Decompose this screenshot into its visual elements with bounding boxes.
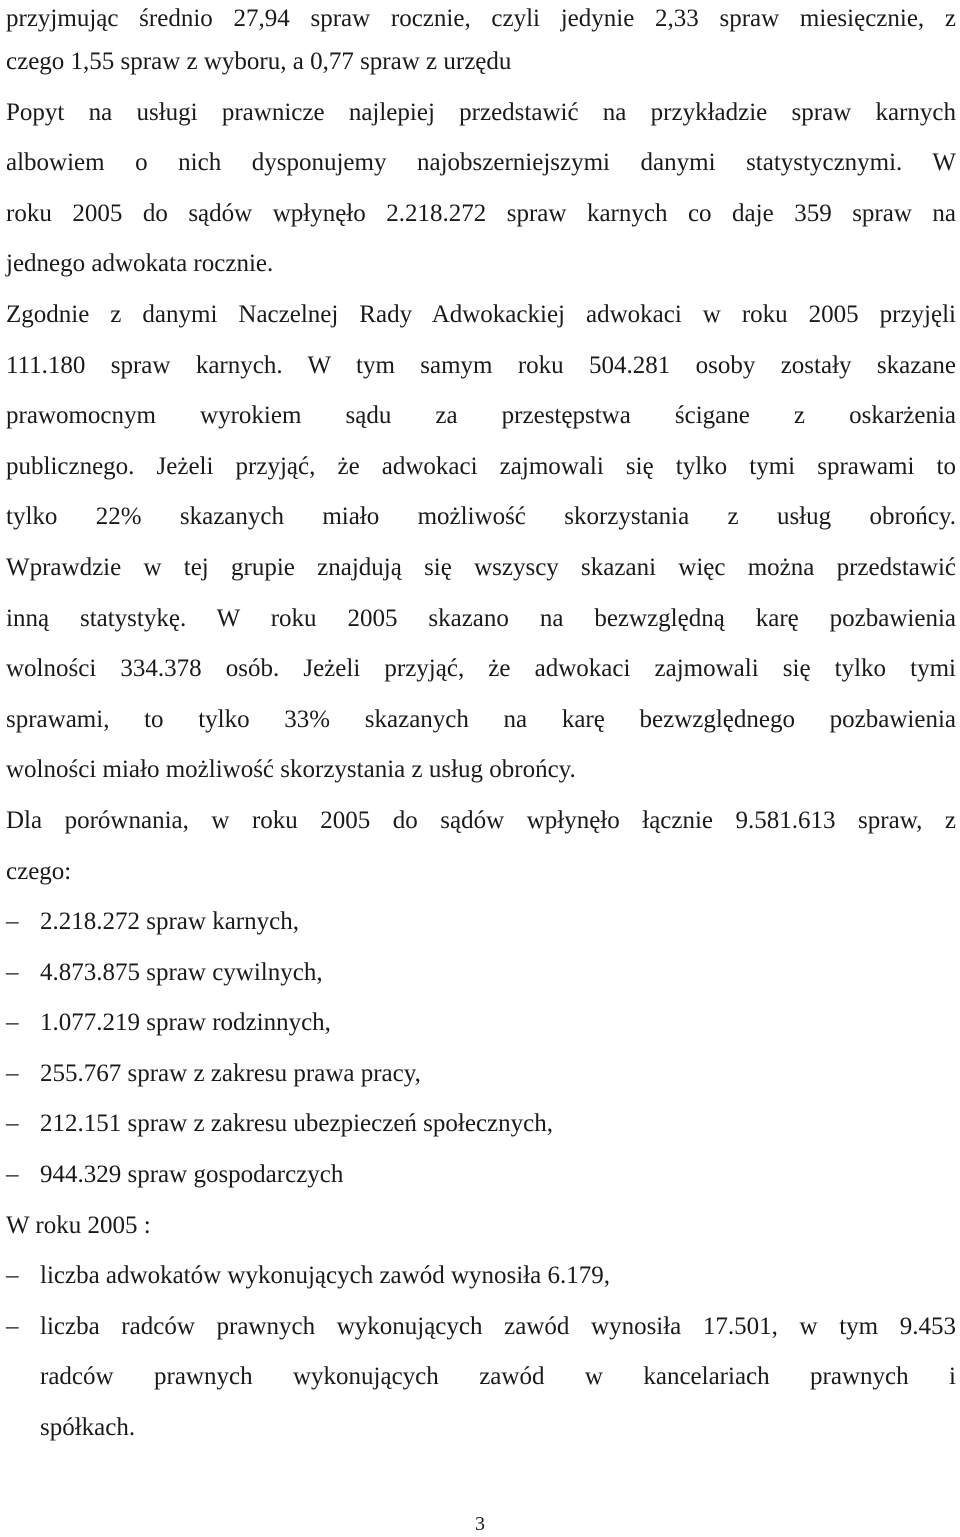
list-item-text: 2.218.272 spraw karnych, [40,908,299,936]
list-item [6,998,956,1049]
list-item-text: 212.151 spraw z zakresu ubezpieczeń społecznych, [40,1110,553,1138]
list-item [6,897,956,948]
text-line: Dla porównania, w roku 2005 do sądów wpłynęło łącznie 9.581.613 spraw, z [6,806,956,834]
dash-bullet: – [6,1059,19,1087]
text-line: wolności miało możliwość skorzystania z usług obrońcy. [6,756,576,784]
text-line: Popyt na usługi prawnicze najlepiej przedstawić na przykładzie spraw karnych [6,98,956,126]
year-heading: W roku 2005 : [6,1211,151,1239]
list-item [6,1049,956,1100]
list-item-text: liczba radców prawnych wykonujących zawód wynosiła 17.501, w tym 9.453 [40,1312,956,1340]
list-item-text: liczba adwokatów wykonujących zawód wynosiła 6.179, [40,1262,610,1290]
text-line: tylko 22% skazanych miało możliwość skorzystania z usług obrońcy. [6,503,956,531]
list-item [6,1251,956,1302]
text-line: czego: [6,857,72,885]
text-line: albowiem o nich dysponujemy najobszerniejszymi danymi statystycznymi. W [6,149,956,177]
dash-bullet: – [6,958,19,986]
document-page [6,0,956,1454]
text-line: Zgodnie z danymi Naczelnej Rady Adwokackiej adwokaci w roku 2005 przyjęli [6,300,956,328]
text-line: inną statystykę. W roku 2005 skazano na bezwzględną karę pozbawienia [6,604,956,632]
dash-bullet: – [6,1161,19,1189]
text-line: Wprawdzie w tej grupie znajdują się wszyscy skazani więc można przedstawić [6,553,956,581]
list-item-text: 944.329 spraw gospodarczych [40,1161,344,1189]
list-item-continuation: spółkach. [40,1414,136,1442]
page-number: 3 [475,1513,485,1535]
list-item-text: 255.767 spraw z zakresu prawa pracy, [40,1059,421,1087]
list-item [6,948,956,999]
dash-bullet: – [6,908,19,936]
list-item [6,1099,956,1150]
list-item [6,1150,956,1201]
dash-bullet: – [6,1312,19,1340]
list-item [6,1302,956,1353]
text-line: wolności 334.378 osób. Jeżeli przyjąć, że adwokaci zajmowali się tylko tymi [6,655,956,683]
dash-bullet: – [6,1009,19,1037]
text-line: czego 1,55 spraw z wyboru, a 0,77 spraw z urzędu [6,48,512,75]
text-line: sprawami, to tylko 33% skazanych na karę bezwzględnego pozbawienia [6,705,956,733]
text-line: publicznego. Jeżeli przyjąć, że adwokaci zajmowali się tylko tymi sprawami to [6,452,956,480]
text-line: przyjmując średnio 27,94 spraw rocznie, czyli jedynie 2,33 spraw miesięcznie, z [6,5,956,32]
year-list [6,1251,956,1453]
cases-list [6,897,956,1201]
list-item-continuation: radców prawnych wykonujących zawód w kancelariach prawnych i [40,1363,956,1391]
dash-bullet: – [6,1110,19,1138]
dash-bullet: – [6,1262,19,1290]
list-item-text: 4.873.875 spraw cywilnych, [40,958,323,986]
text-line: roku 2005 do sądów wpłynęło 2.218.272 spraw karnych co daje 359 spraw na [6,199,956,227]
list-item-text: 1.077.219 spraw rodzinnych, [40,1009,331,1037]
text-line: jednego adwokata rocznie. [6,250,274,278]
text-line: prawomocnym wyrokiem sądu za przestępstwa ścigane z oskarżenia [6,402,956,430]
text-line: 111.180 spraw karnych. W tym samym roku 504.281 osoby zostały skazane [6,351,956,379]
